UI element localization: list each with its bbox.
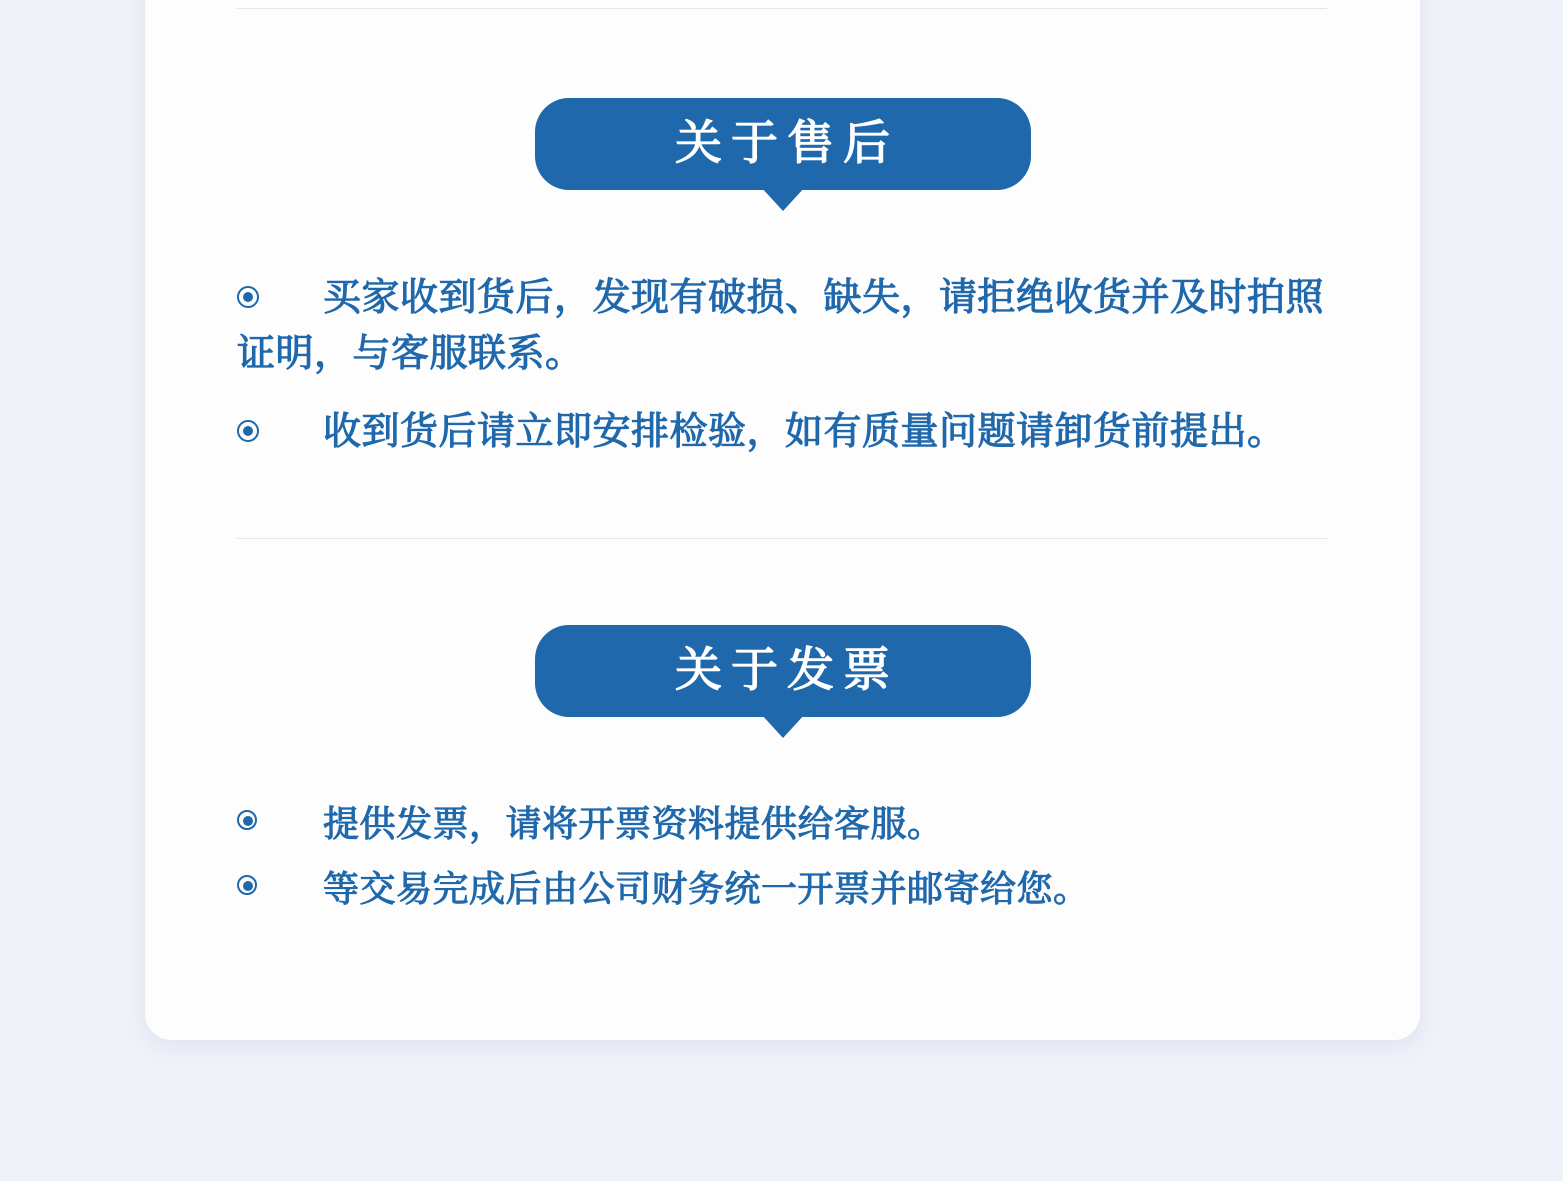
list-item-text: 收到货后请立即安排检验，如有质量问题请卸货前提出。 — [323, 411, 1286, 454]
list-item — [237, 270, 1337, 382]
section-after-sales-banner — [145, 98, 1420, 190]
divider-middle — [237, 538, 1327, 539]
list-item — [237, 404, 1337, 460]
invoice-list — [237, 798, 1337, 928]
list-item-text: 提供发票，请将开票资料提供给客服。 — [323, 803, 944, 844]
banner-shape — [535, 98, 1031, 190]
list-item-text: 等交易完成后由公司财务统一开票并邮寄给您。 — [323, 868, 1090, 910]
section-invoice-banner — [145, 625, 1420, 717]
after-sales-list — [237, 270, 1337, 461]
bullet-icon — [237, 875, 257, 895]
content-card — [145, 0, 1420, 1040]
bullet-icon — [237, 810, 257, 830]
bullet-icon — [237, 286, 259, 308]
list-item — [237, 798, 1337, 849]
banner-shape — [535, 625, 1031, 717]
list-item — [237, 863, 1337, 914]
divider-top — [237, 8, 1327, 9]
section-title: 关于售后 — [675, 116, 899, 169]
list-item-text: 买家收到货后，发现有破损、缺失，请拒绝收货并及时拍照证明，与客服联系。 — [237, 277, 1325, 376]
section-title: 关于发票 — [675, 643, 899, 696]
card-inner — [145, 0, 1420, 1040]
